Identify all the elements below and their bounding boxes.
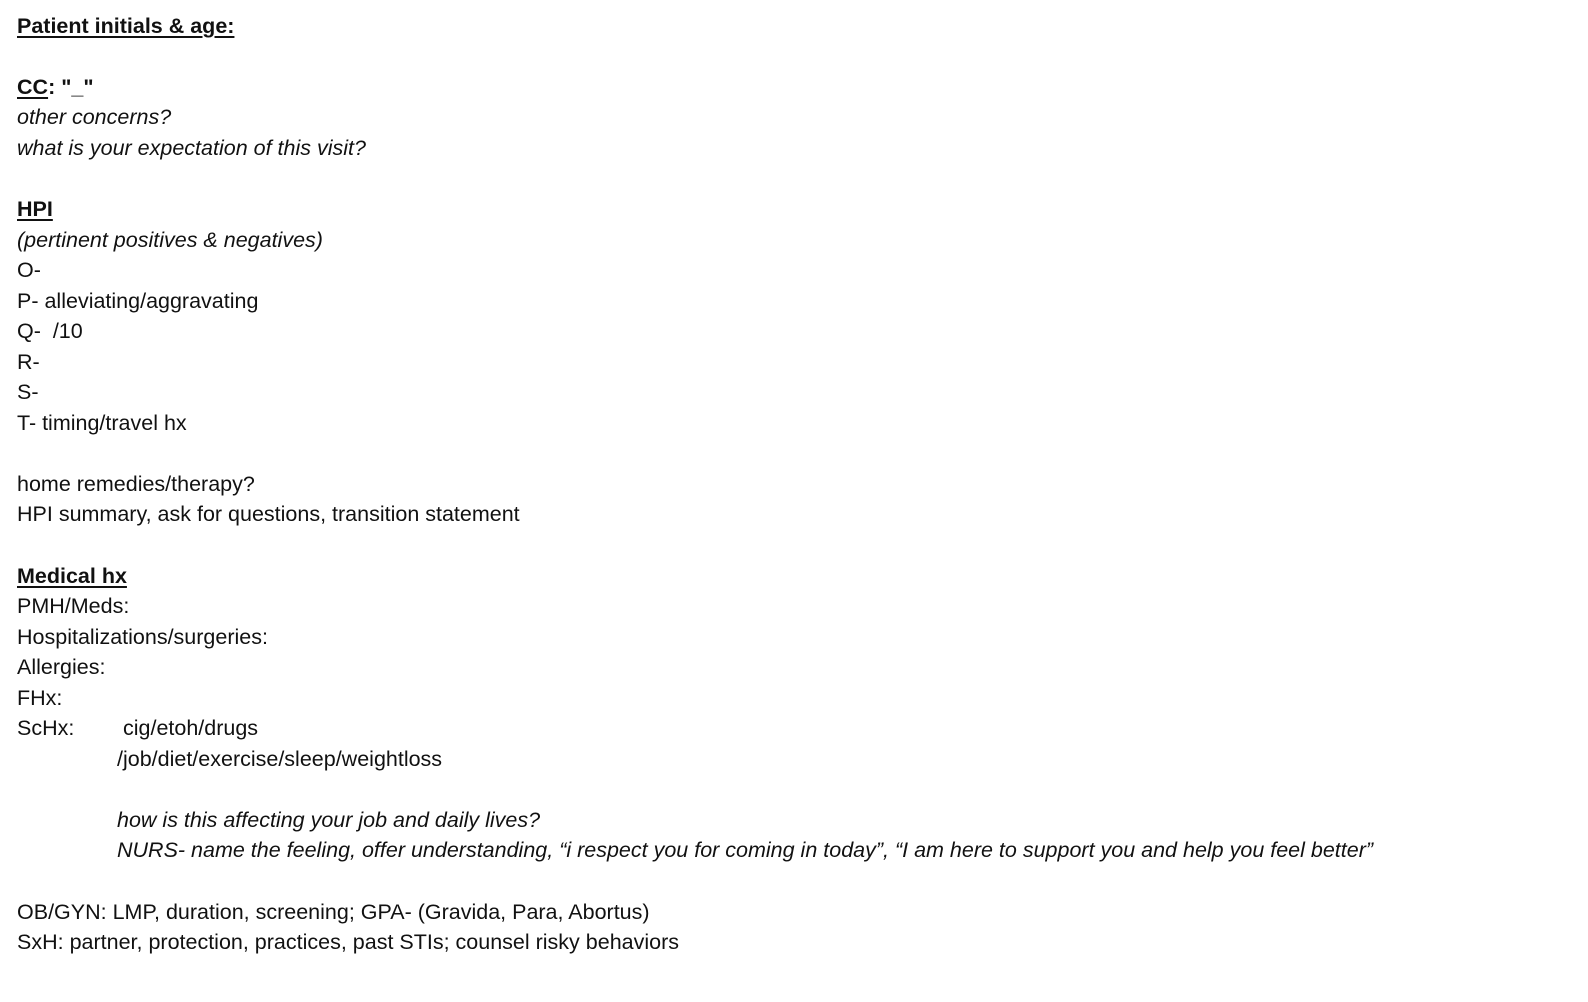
patient-initials-heading: Patient initials & age: [17, 14, 235, 38]
ob-gyn-line: OB/GYN: LMP, duration, screening; GPA- (Gravida, Para, Abortus) [17, 900, 650, 924]
pmh-meds: PMH/Meds: [17, 594, 130, 618]
hpi-quality: Q- /10 [17, 319, 83, 343]
hpi-onset: O- [17, 258, 41, 282]
cc-expectation: what is your expectation of this visit? [17, 136, 366, 160]
cc-other-concerns: other concerns? [17, 105, 172, 129]
hpi-summary: HPI summary, ask for questions, transition statement [17, 502, 520, 526]
cc-value: : "_" [48, 75, 94, 99]
cc-line [17, 73, 94, 101]
schx-label: ScHx: [17, 716, 75, 740]
hpi-timing: T- timing/travel hx [17, 411, 187, 435]
family-history: FHx: [17, 686, 63, 710]
cc-label: CC [17, 75, 49, 99]
schx-line-2: /job/diet/exercise/sleep/weightloss [117, 747, 443, 771]
hospitalizations-surgeries: Hospitalizations/surgeries: [17, 625, 268, 649]
hpi-region: R- [17, 350, 40, 374]
affecting-job-question: how is this affecting your job and daily lives? [117, 808, 541, 832]
medical-hx-heading: Medical hx [17, 564, 127, 588]
schx-value: cig/etoh/drugs [123, 716, 259, 740]
allergies: Allergies: [17, 655, 106, 679]
sexual-history-line: SxH: partner, protection, practices, past STIs; counsel risky behaviors [17, 930, 680, 954]
hpi-heading: HPI [17, 197, 53, 221]
hpi-severity: S- [17, 380, 39, 404]
social-history [17, 714, 617, 742]
nurs-statement: NURS- name the feeling, offer understanding, “i respect you for coming in today”, “I am here to support you and help you feel better” [117, 838, 1374, 862]
hpi-note: (pertinent positives & negatives) [17, 228, 323, 252]
hpi-provocation: P- alleviating/aggravating [17, 289, 259, 313]
hpi-remedies: home remedies/therapy? [17, 472, 255, 496]
